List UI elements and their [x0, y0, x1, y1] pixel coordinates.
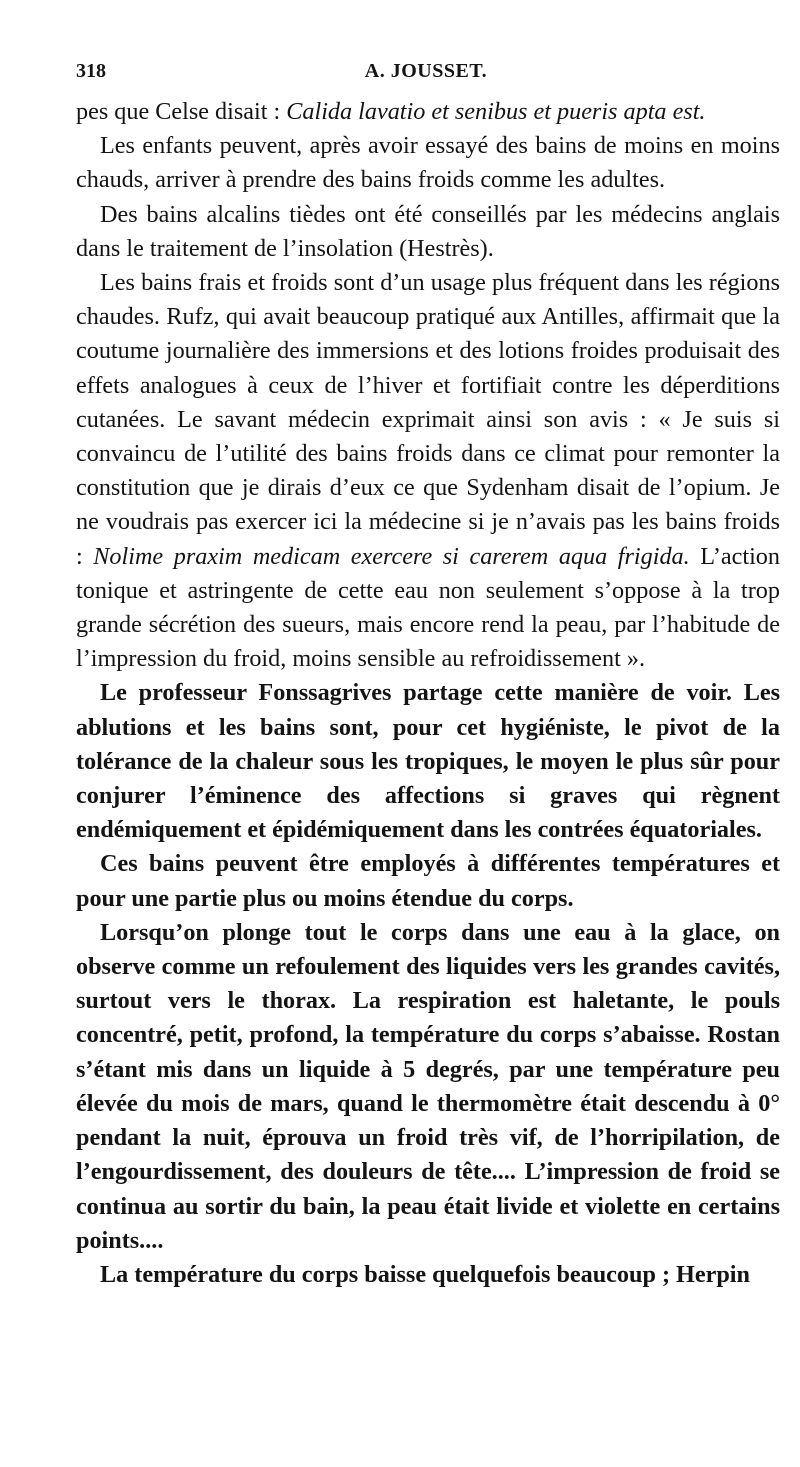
body-text: [76, 95, 780, 1292]
paragraph: [76, 916, 780, 1258]
paragraph: [76, 266, 780, 676]
page-number: 318: [76, 60, 106, 82]
running-title: A. JOUSSET.: [364, 60, 488, 82]
italic-text-segment: Nolime praxim medicam exercere si carerem aqua frigida.: [93, 542, 690, 570]
text-segment: Les bains frais et froids sont d’un usage plus fréquent dans les régions chaudes. Rufz, qui avait beaucoup pratiqué aux Antilles, affirmait que la coutume journalière des immersions et des lotions froides produisait des effets analogues à ceux de l’hiver et fortifiait contre les déperditions cutanées. Le savant médecin exprimait ainsi son avis : « Je suis si convaincu de l’utilité des bains froids dans ce climat pour remonter la constitution que je dirais d’eux ce que Sydenham disait de l’opium. Je ne voudrais pas exercer ici la médecine si je n’avais pas les bains froids :: [76, 269, 780, 570]
italic-text-segment: Calida lavatio et senibus et pueris apta est.: [286, 98, 706, 125]
paragraph: [76, 129, 780, 197]
text-segment: L’action tonique et astringente de cette eau non seulement s’oppose à la trop grande sécrétion des sueurs, mais encore rend la peau, par l’habitude de l’impression du froid, moins sensible au refroidissement ».: [76, 542, 780, 673]
text-segment: Des bains alcalins tièdes ont été conseillés par les médecins anglais dans le traitement de l’insolation (Hestrès).: [76, 200, 780, 262]
text-segment: Le professeur Fonssagrives partage cette manière de voir. Les ablutions et les bains sont, pour cet hygiéniste, le pivot de la tolérance de la chaleur sous les tropiques, le moyen le plus sûr pour conjurer l’éminence des affections si graves qui règnent endémiquement et épidémiquement dans les contrées équatoriales.: [76, 679, 780, 844]
paragraph: [76, 95, 780, 129]
paragraph: [76, 676, 780, 847]
text-segment: Ces bains peuvent être employés à différentes températures et pour une partie plus ou moins étendue du corps.: [76, 850, 780, 912]
text-segment: pes que Celse disait :: [76, 98, 287, 125]
paragraph: [76, 1258, 780, 1292]
paragraph: [76, 198, 780, 266]
text-segment: Lorsqu’on plonge tout le corps dans une eau à la glace, on observe comme un refoulement des liquides vers les grandes cavités, surtout vers le thorax. La respiration est haletante, le pouls concentré, petit, profond, la température du corps s’abaisse. Rostan s’étant mis dans un liquide à 5 degrés, par une température peu élevée du mois de mars, quand le thermomètre était descendu à 0° pendant la nuit, éprouva un froid très vif, de l’horripilation, de l’engourdissement, des douleurs de tête.... L’impression de froid se continua au sortir du bain, la peau était livide et violette en certains points....: [76, 918, 780, 1254]
text-segment: La température du corps baisse quelquefois beaucoup ; Herpin: [100, 1260, 750, 1288]
paragraph: [76, 847, 780, 915]
page-header: [76, 60, 776, 90]
text-segment: Les enfants peuvent, après avoir essayé des bains de moins en moins chauds, arriver à prendre des bains froids comme les adultes.: [76, 132, 780, 194]
